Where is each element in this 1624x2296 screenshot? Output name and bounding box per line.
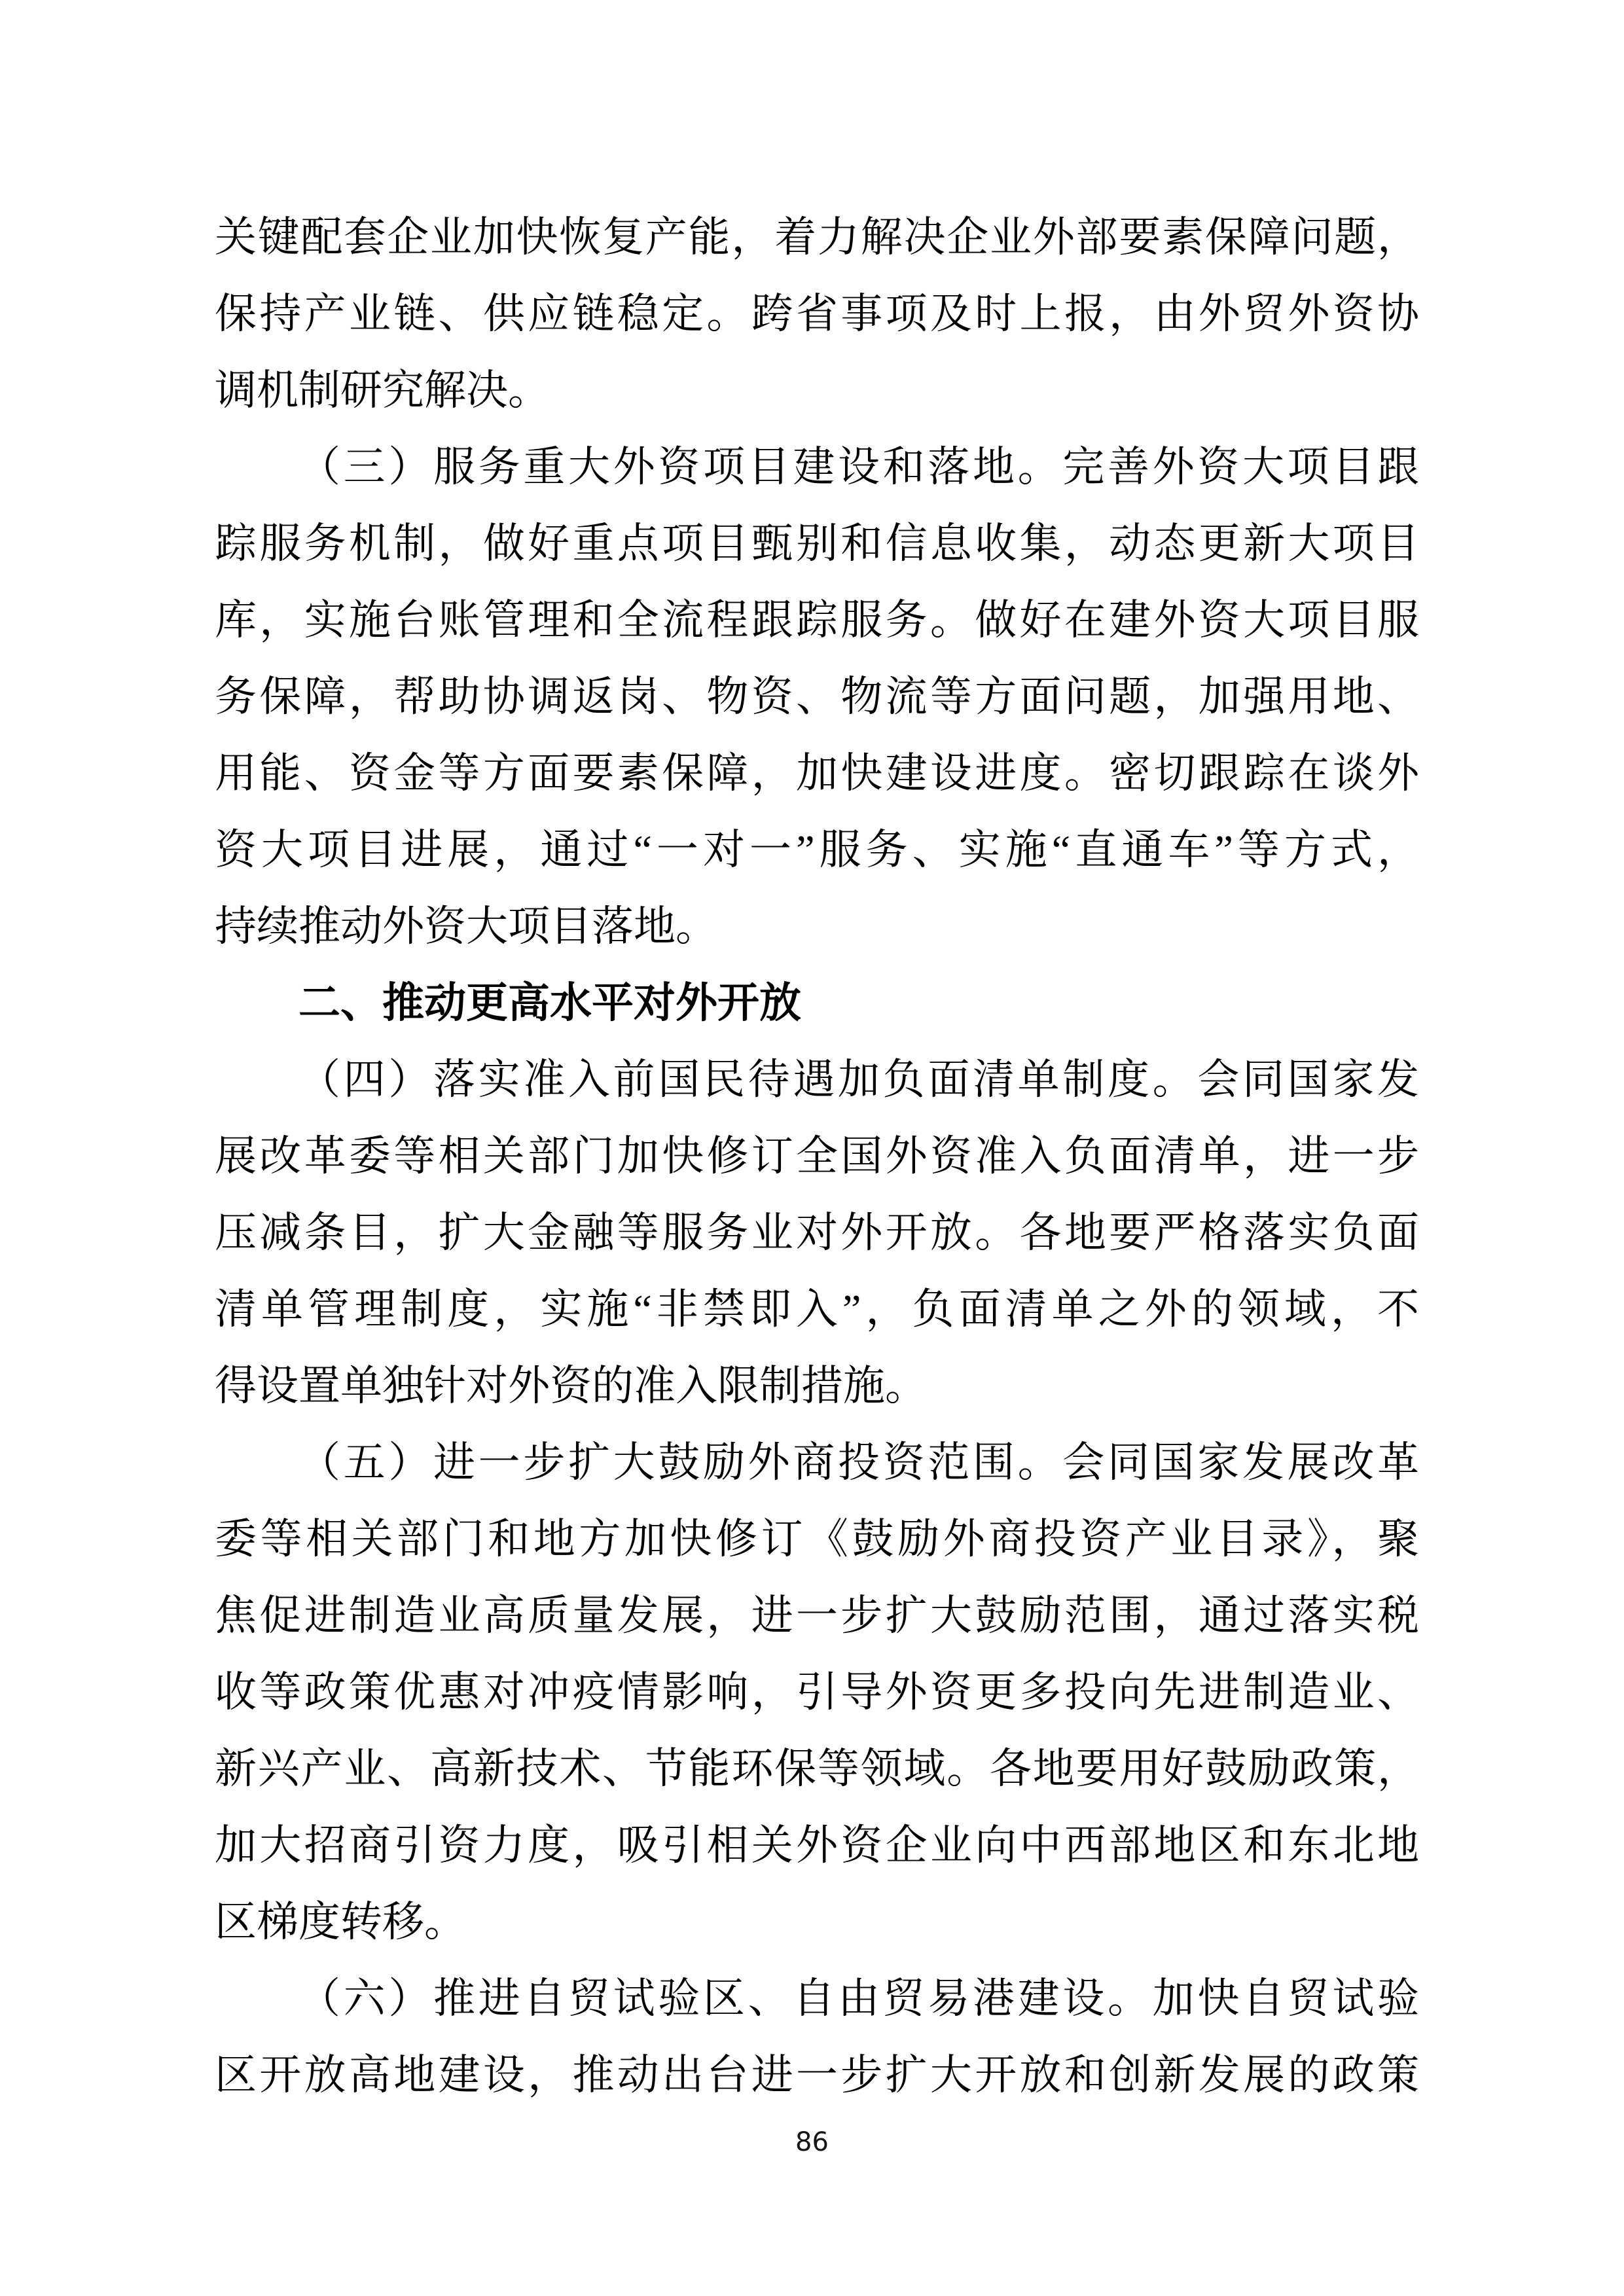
doc-line: 区梯度转移。 (215, 1899, 466, 1945)
doc-line-para-start: （五）进一步扩大鼓励外商投资范围。会同国家发展改革 (298, 1439, 1419, 1486)
doc-line: 用能、资金等方面要素保障，加快建设进度。密切跟踪在谈外 (215, 750, 1419, 797)
doc-line: 库，实施台账管理和全流程跟踪服务。做好在建外资大项目服 (215, 597, 1419, 643)
page-number: 86 (795, 2127, 829, 2157)
document-body (215, 199, 1419, 2113)
doc-line: 展改革委等相关部门加快修订全国外资准入负面清单，进一步 (215, 1133, 1419, 1179)
doc-line: 清单管理制度，实施“非禁即入”，负面清单之外的领域，不 (215, 1286, 1419, 1333)
doc-line: 收等政策优惠对冲疫情影响，引导外资更多投向先进制造业、 (215, 1669, 1419, 1715)
doc-line: 区开放高地建设，推动出台进一步扩大开放和创新发展的政策 (215, 2052, 1419, 2098)
doc-line-para-start: （六）推进自贸试验区、自由贸易港建设。加快自贸试验 (298, 1975, 1419, 2022)
doc-line-para-start: （四）落实准入前国民待遇加负面清单制度。会同国家发 (298, 1056, 1419, 1103)
doc-line: 得设置单独针对外资的准入限制措施。 (215, 1363, 927, 1409)
doc-line: 焦促进制造业高质量发展，进一步扩大鼓励范围，通过落实税 (215, 1592, 1419, 1639)
doc-line: 新兴产业、高新技术、节能环保等领域。各地要用好鼓励政策， (215, 1746, 1419, 1792)
doc-line: 保持产业链、供应链稳定。跨省事项及时上报，由外贸外资协 (215, 291, 1419, 337)
page-footer (0, 2127, 1624, 2157)
doc-line: 压减条目，扩大金融等服务业对外开放。各地要严格落实负面 (215, 1210, 1419, 1256)
doc-line: 加大招商引资力度，吸引相关外资企业向中西部地区和东北地 (215, 1822, 1419, 1869)
doc-line: 踪服务机制，做好重点项目甄别和信息收集，动态更新大项目 (215, 520, 1419, 567)
doc-line: 委等相关部门和地方加快修订《鼓励外商投资产业目录》，聚 (215, 1516, 1419, 1562)
doc-line: 资大项目进展，通过“一对一”服务、实施“直通车”等方式， (215, 827, 1419, 873)
doc-line-para-start: （三）服务重大外资项目建设和落地。完善外资大项目跟 (298, 444, 1419, 490)
doc-line: 持续推动外资大项目落地。 (215, 903, 717, 950)
doc-line: 调机制研究解决。 (215, 367, 550, 414)
doc-line: 关键配套企业加快恢复产能，着力解决企业外部要素保障问题， (215, 214, 1419, 260)
section-heading: 二、推动更高水平对外开放 (298, 980, 801, 1026)
doc-line: 务保障，帮助协调返岗、物资、物流等方面问题，加强用地、 (215, 673, 1419, 720)
